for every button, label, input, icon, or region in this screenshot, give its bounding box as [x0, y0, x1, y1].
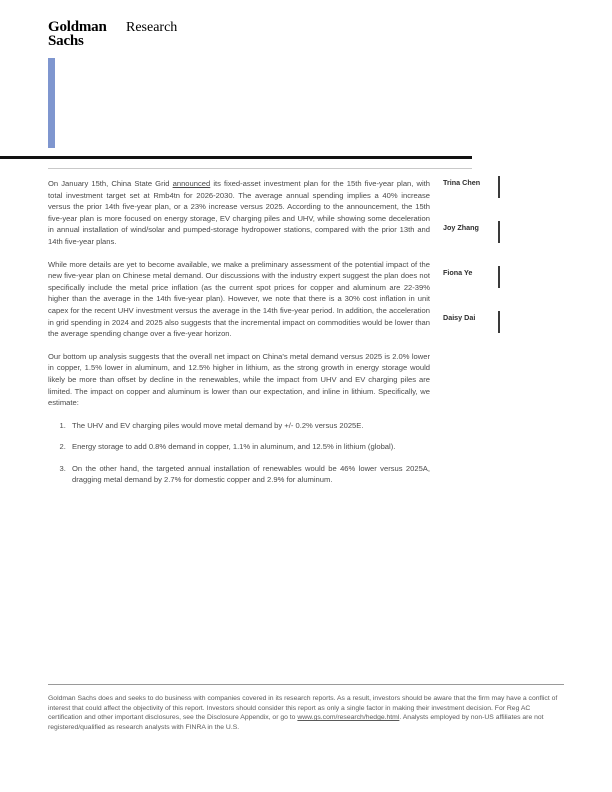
body-content [48, 178, 430, 496]
list-item: 1. The UHV and EV charging piles would move metal demand by +/- 0.2% versus 2025E. [68, 420, 430, 432]
analyst-entry [443, 178, 573, 204]
accent-bar [48, 58, 55, 148]
redaction-mark [498, 266, 500, 288]
list-item: 2. Energy storage to add 0.8% demand in copper, 1.1% in aluminum, and 12.5% in lithium (global). [68, 441, 430, 453]
paragraph-2: While more details are yet to become available, we make a preliminary assessment of the potential impact of the new five-year plan on Chinese metal demand. Our discussions with the industry expert suggest the plan does not specifically include the metal price inflation (as the current spot prices for copper and aluminum are 22-39% higher than the average in the 14th five-year plan). However, we note that there is a 30% cost inflation in unit capex for the recent UHV investment versus the average in the 14th five-year period. In addition, the acceleration in grid spending in 2024 and 2025 also suggests that the incremental impact on commodities would be lower than the average spending change over a five-year horizon. [48, 259, 430, 339]
analyst-name: Daisy Dai [443, 313, 476, 322]
analyst-entry [443, 268, 573, 294]
masthead [48, 20, 248, 50]
goldman-sachs-logo [48, 20, 122, 48]
analyst-name: Fiona Ye [443, 268, 473, 277]
logo-line-1: Goldman [48, 19, 107, 35]
paragraph-3: Our bottom up analysis suggests that the overall net impact on China's metal demand versus 2025 is 2.0% lower in copper, 1.5% lower in aluminum, and 12.5% higher in lithium, as the strong growth in energy storage would likely be more than offset by decline in the renewables, while the impact from UHV and EV charging piles are limited. The impact on copper and aluminum is lower than our expectation, and inline in lithium. Specifically, we estimate: [48, 351, 430, 408]
redaction-mark [498, 311, 500, 333]
paragraph-1 [48, 178, 430, 248]
announcement-link[interactable]: announced [172, 179, 211, 188]
redaction-mark [498, 176, 500, 198]
logo-line-2: Sachs [48, 33, 84, 49]
title-block [64, 58, 494, 148]
disclosure-text-post: . Analysts employed by non-US affiliates are not registered/qualified as research analysts with FINRA in the U.S. [48, 714, 544, 731]
disclosure-footer [48, 694, 564, 732]
paragraph-1-post: its fixed-asset investment plan for the 15th five-year plan, with total investment target set at Rmb4tn for 2026-2030. The average annual spending implies a 40% increase versus the prior 14th five-year plan, or a 23% increase versus 2025. According to the announcement, the 15th five-year plan is more focused on energy storage, EV charging piles and UHV, while showing some deceleration in annual installation of wind/solar and pumped-storage hydropower stations, compared with the prior 13th and 14th five-year plans. [48, 179, 430, 246]
analyst-entry [443, 223, 573, 249]
analyst-list [443, 178, 573, 358]
disclosure-text-pre: Goldman Sachs does and seeks to do business with companies covered in its research reports. As a result, investors should be aware that the firm may have a conflict of interest that could affect the objectivity of this report. Investors should consider this report as only a single factor in making their investment decision. For Reg AC certification and other important disclosures, see the Disclosure Appendix, or go to [48, 695, 558, 722]
footer-divider [48, 684, 564, 685]
secondary-divider [48, 168, 472, 169]
disclosure-text [48, 694, 564, 732]
analyst-name: Trina Chen [443, 178, 481, 187]
redaction-mark [498, 221, 500, 243]
paragraph-1-pre: On January 15th, China State Grid [48, 179, 173, 188]
division-label: Research [126, 20, 178, 35]
estimates-list [48, 420, 430, 486]
disclosure-link[interactable]: www.gs.com/research/hedge.html [297, 714, 400, 722]
analyst-name: Joy Zhang [443, 223, 479, 232]
header-divider [0, 156, 472, 159]
list-item: 3. On the other hand, the targeted annual installation of renewables would be 46% lower versus 2025A, dragging metal demand by 2.7% for domestic copper and 2.9% for aluminum. [68, 463, 430, 486]
analyst-entry [443, 313, 573, 339]
